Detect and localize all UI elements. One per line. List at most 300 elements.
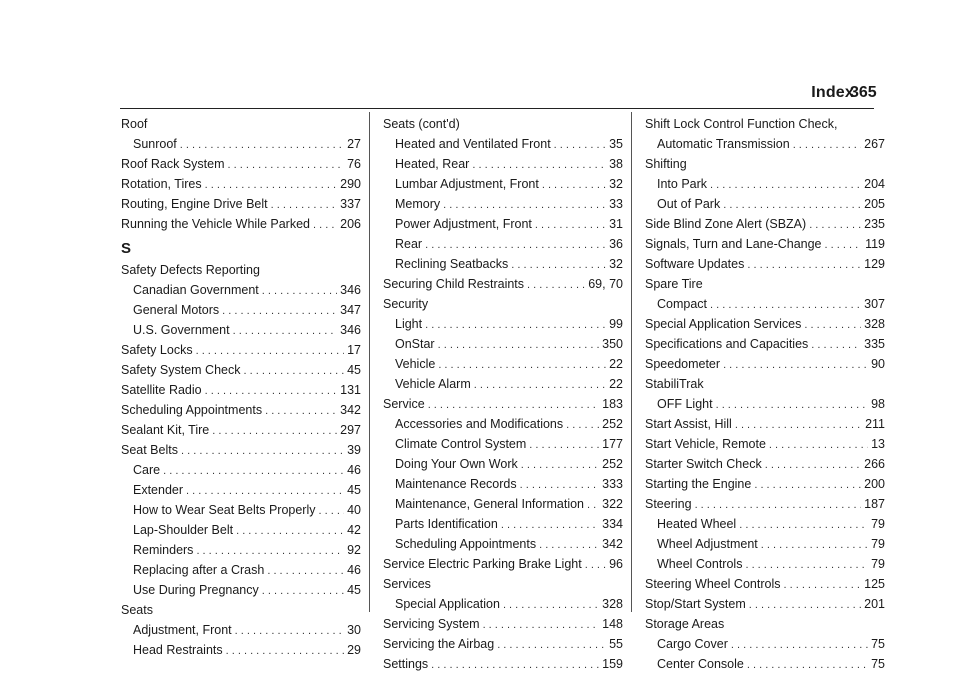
index-subentry (383, 414, 623, 434)
entry-page-number: 290 (340, 177, 361, 191)
dot-leader (313, 215, 337, 235)
entry-label: Running the Vehicle While Parked (121, 217, 311, 231)
dot-leader (212, 421, 337, 441)
entry-label: General Motors (133, 303, 220, 317)
index-subentry (383, 594, 623, 614)
entry-page-number: 252 (602, 417, 623, 431)
entry-label: Safety Defects Reporting (121, 263, 260, 277)
entry-label: Service (383, 397, 425, 411)
index-entry (645, 154, 885, 174)
entry-page-number: 45 (347, 363, 361, 377)
index-entry (121, 340, 361, 360)
index-column-3 (645, 114, 885, 674)
index-subentry (383, 434, 623, 454)
index-subentry (383, 134, 623, 154)
dot-leader (769, 435, 868, 455)
entry-page-number: 119 (865, 237, 885, 251)
dot-leader (754, 475, 861, 495)
index-entry (645, 614, 885, 634)
index-column-1 (121, 114, 361, 660)
index-entry (645, 594, 885, 614)
index-subentry (383, 214, 623, 234)
dot-leader (196, 341, 345, 361)
entry-label: Software Updates (645, 257, 745, 271)
entry-page-number: 27 (347, 137, 361, 151)
dot-leader (716, 395, 869, 415)
dot-leader (497, 635, 606, 655)
entry-label: Wheel Controls (657, 557, 743, 571)
index-entry (121, 260, 361, 280)
entry-page-number: 148 (602, 617, 623, 631)
index-entry (121, 174, 361, 194)
dot-leader (804, 315, 861, 335)
index-subentry (383, 194, 623, 214)
index-entry (121, 440, 361, 460)
entry-page-number: 75 (871, 637, 885, 651)
index-subentry (121, 520, 361, 540)
entry-label: Rotation, Tires (121, 177, 202, 191)
dot-leader (233, 321, 338, 341)
entry-label: Care (133, 463, 161, 477)
entry-label: Climate Control System (395, 437, 527, 451)
entry-page-number: 32 (609, 257, 623, 271)
index-entry (383, 634, 623, 654)
entry-page-number: 204 (864, 177, 885, 191)
dot-leader (566, 415, 599, 435)
dot-leader (542, 175, 606, 195)
dot-leader (222, 301, 337, 321)
entry-page-number: 76 (347, 157, 361, 171)
entry-page-number: 129 (864, 257, 885, 271)
dot-leader (554, 135, 606, 155)
entry-label: OnStar (395, 337, 435, 351)
dot-leader (587, 495, 599, 515)
entry-label: Vehicle (395, 357, 436, 371)
dot-leader (244, 361, 345, 381)
column-divider (631, 112, 632, 612)
entry-page-number: 30 (347, 623, 361, 637)
entry-label: StabiliTrak (645, 377, 704, 391)
dot-leader (205, 175, 338, 195)
entry-page-number: 266 (864, 457, 885, 471)
entry-label: Extender (133, 483, 184, 497)
entry-page-number: 99 (609, 317, 623, 331)
entry-label: Head Restraints (133, 643, 223, 657)
entry-page-number: 55 (609, 637, 623, 651)
index-entry (645, 274, 885, 294)
index-subentry (645, 294, 885, 314)
entry-label: U.S. Government (133, 323, 230, 337)
entry-page-number: 32 (609, 177, 623, 191)
entry-label: Sunroof (133, 137, 177, 151)
entry-label: Specifications and Capacities (645, 337, 809, 351)
entry-label: Maintenance Records (395, 477, 517, 491)
index-entry (645, 494, 885, 514)
index-subentry (383, 534, 623, 554)
entry-page-number: 98 (871, 397, 885, 411)
dot-leader (535, 215, 606, 235)
dot-leader (529, 435, 599, 455)
entry-page-number: 328 (864, 317, 885, 331)
dot-leader (262, 581, 344, 601)
entry-page-number: 322 (602, 497, 623, 511)
entry-label: Heated and Ventilated Front (395, 137, 551, 151)
entry-label: Settings (383, 657, 429, 671)
entry-label: Accessories and Modifications (395, 417, 564, 431)
entry-label: Safety Locks (121, 343, 193, 357)
index-subentry (121, 300, 361, 320)
entry-page-number: 125 (864, 577, 885, 591)
index-entry (645, 114, 885, 134)
entry-page-number: 335 (864, 337, 885, 351)
dot-leader (428, 395, 599, 415)
dot-leader (710, 295, 861, 315)
entry-page-number: 46 (347, 463, 361, 477)
entry-label: Replacing after a Crash (133, 563, 265, 577)
dot-leader (811, 335, 861, 355)
index-subentry (383, 454, 623, 474)
entry-page-number: 205 (864, 197, 885, 211)
entry-page-number: 75 (871, 657, 885, 671)
entry-label: Memory (395, 197, 441, 211)
entry-label: Stop/Start System (645, 597, 746, 611)
entry-page-number: 342 (340, 403, 361, 417)
dot-leader (226, 641, 344, 661)
entry-label: Sealant Kit, Tire (121, 423, 210, 437)
index-subentry (121, 134, 361, 154)
entry-page-number: 46 (347, 563, 361, 577)
dot-leader (180, 135, 344, 155)
dot-leader (236, 521, 344, 541)
index-subentry (121, 560, 361, 580)
entry-page-number: 35 (609, 137, 623, 151)
entry-page-number: 350 (602, 337, 623, 351)
entry-page-number: 90 (871, 357, 885, 371)
entry-label: Scheduling Appointments (395, 537, 537, 551)
entry-label: Power Adjustment, Front (395, 217, 532, 231)
entry-label: Into Park (657, 177, 708, 191)
entry-label: Wheel Adjustment (657, 537, 758, 551)
entry-page-number: 38 (609, 157, 623, 171)
dot-leader (735, 415, 862, 435)
dot-leader (443, 195, 606, 215)
entry-page-number: 13 (871, 437, 885, 451)
index-subentry (121, 320, 361, 340)
index-subentry (383, 354, 623, 374)
index-subentry (121, 620, 361, 640)
dot-leader (747, 655, 868, 675)
entry-page-number: 346 (340, 323, 361, 337)
entry-page-number: 92 (347, 543, 361, 557)
entry-page-number: 347 (340, 303, 361, 317)
entry-page-number: 42 (347, 523, 361, 537)
entry-label: Starter Switch Check (645, 457, 762, 471)
dot-leader (695, 495, 862, 515)
entry-label: Starting the Engine (645, 477, 752, 491)
entry-label: Signals, Turn and Lane-Change (645, 237, 822, 251)
dot-leader (520, 475, 600, 495)
entry-label: Securing Child Restraints (383, 277, 525, 291)
index-subentry (383, 474, 623, 494)
entry-label: Speedometer (645, 357, 721, 371)
entry-label: Steering Wheel Controls (645, 577, 781, 591)
index-entry (121, 420, 361, 440)
index-entry (121, 380, 361, 400)
entry-label: Cargo Cover (657, 637, 728, 651)
entry-label: Start Vehicle, Remote (645, 437, 766, 451)
entry-page-number: 206 (340, 217, 361, 231)
entry-label: Doing Your Own Work (395, 457, 518, 471)
entry-label: Steering (645, 497, 692, 511)
dot-leader (271, 195, 338, 215)
entry-page-number: 79 (871, 537, 885, 551)
dot-leader (474, 375, 606, 395)
index-entry (383, 394, 623, 414)
entry-label: Seat Belts (121, 443, 178, 457)
index-entry (383, 274, 623, 294)
entry-label: Lumbar Adjustment, Front (395, 177, 539, 191)
entry-label: Maintenance, General Information (395, 497, 584, 511)
entry-page-number: 342 (602, 537, 623, 551)
dot-leader (723, 355, 868, 375)
dot-leader (438, 355, 606, 375)
entry-label: Seats (121, 603, 153, 617)
entry-label: Out of Park (657, 197, 721, 211)
index-subentry (645, 534, 885, 554)
entry-page-number: 45 (347, 483, 361, 497)
entry-label: Storage Areas (645, 617, 725, 631)
header-rule (120, 108, 874, 109)
index-subentry (645, 634, 885, 654)
entry-page-number: 211 (865, 417, 885, 431)
index-subentry (121, 580, 361, 600)
entry-label: How to Wear Seat Belts Properly (133, 503, 316, 517)
index-subentry (645, 194, 885, 214)
dot-leader (186, 481, 344, 501)
index-entry (121, 154, 361, 174)
dot-leader (196, 541, 344, 561)
dot-leader (585, 555, 606, 575)
entry-page-number: 177 (602, 437, 623, 451)
dot-leader (765, 455, 861, 475)
entry-page-number: 333 (602, 477, 623, 491)
entry-page-number: 17 (347, 343, 361, 357)
dot-leader (228, 155, 345, 175)
entry-label: Parts Identification (395, 517, 498, 531)
entry-page-number: 328 (602, 597, 623, 611)
index-subentry (121, 640, 361, 660)
dot-leader (318, 501, 344, 521)
index-entry (121, 400, 361, 420)
dot-leader (521, 455, 599, 475)
entry-label: Shift Lock Control Function Check, (645, 117, 838, 131)
index-entry (645, 254, 885, 274)
entry-label: Spare Tire (645, 277, 703, 291)
index-subentry (383, 334, 623, 354)
entry-label: Light (395, 317, 423, 331)
column-divider (369, 112, 370, 612)
entry-label: Services (383, 577, 431, 591)
entry-page-number: 36 (609, 237, 623, 251)
entry-page-number: 235 (864, 217, 885, 231)
entry-label: Center Console (657, 657, 744, 671)
index-entry (645, 574, 885, 594)
dot-leader (501, 515, 599, 535)
dot-leader (731, 635, 868, 655)
dot-leader (739, 515, 868, 535)
entry-page-number: 29 (347, 643, 361, 657)
index-section-letter: S (121, 240, 132, 257)
entry-page-number: 201 (864, 597, 885, 611)
index-entry (383, 294, 623, 314)
index-subentry (121, 500, 361, 520)
index-entry (645, 354, 885, 374)
entry-page-number: 39 (347, 443, 361, 457)
entry-page-number: 252 (602, 457, 623, 471)
entry-label: Scheduling Appointments (121, 403, 263, 417)
entry-page-number: 187 (864, 497, 885, 511)
dot-leader (723, 195, 861, 215)
entry-page-number: 33 (609, 197, 623, 211)
dot-leader (527, 275, 585, 295)
dot-leader (809, 215, 861, 235)
dot-leader (749, 595, 861, 615)
index-entry (645, 474, 885, 494)
index-subentry (645, 134, 885, 154)
index-entry (383, 614, 623, 634)
index-subentry (383, 314, 623, 334)
index-subentry (383, 234, 623, 254)
entry-page-number: 346 (340, 283, 361, 297)
entry-label: Satellite Radio (121, 383, 202, 397)
index-entry (645, 434, 885, 454)
index-subentry (645, 654, 885, 674)
entry-label: Compact (657, 297, 708, 311)
entry-page-number: 31 (609, 217, 623, 231)
index-entry (121, 360, 361, 380)
dot-leader (472, 155, 606, 175)
dot-leader (503, 595, 599, 615)
entry-label: Vehicle Alarm (395, 377, 471, 391)
entry-label: Reminders (133, 543, 194, 557)
index-subentry (645, 174, 885, 194)
dot-leader (267, 561, 344, 581)
entry-label: Roof Rack System (121, 157, 225, 171)
index-subentry (383, 514, 623, 534)
entry-label: Servicing the Airbag (383, 637, 495, 651)
index-subentry (121, 460, 361, 480)
index-entry (645, 374, 885, 394)
dot-leader (825, 235, 863, 255)
entry-label: Canadian Government (133, 283, 259, 297)
dot-leader (262, 281, 337, 301)
entry-label: Use During Pregnancy (133, 583, 259, 597)
entry-label: Lap-Shoulder Belt (133, 523, 234, 537)
entry-label: Seats (cont'd) (383, 117, 460, 131)
index-subentry (383, 154, 623, 174)
entry-page-number: 267 (864, 137, 885, 151)
entry-label: Shifting (645, 157, 687, 171)
dot-leader (793, 135, 861, 155)
dot-leader (425, 235, 606, 255)
entry-page-number: 79 (871, 557, 885, 571)
index-subentry (383, 374, 623, 394)
index-subentry (383, 254, 623, 274)
index-subentry (645, 554, 885, 574)
entry-page-number: 40 (347, 503, 361, 517)
dot-leader (747, 255, 861, 275)
entry-page-number: 22 (609, 377, 623, 391)
entry-label: Start Assist, Hill (645, 417, 732, 431)
index-entry (121, 214, 361, 234)
index-column-2 (383, 114, 623, 674)
index-entry (645, 314, 885, 334)
dot-leader (483, 615, 600, 635)
page-title: Index (811, 84, 854, 101)
entry-label: Adjustment, Front (133, 623, 232, 637)
entry-label: Rear (395, 237, 423, 251)
dot-leader (783, 575, 861, 595)
entry-label: Side Blind Zone Alert (SBZA) (645, 217, 807, 231)
entry-page-number: 200 (864, 477, 885, 491)
entry-label: Special Application (395, 597, 500, 611)
dot-leader (431, 655, 599, 675)
dot-leader (205, 381, 338, 401)
entry-page-number: 307 (864, 297, 885, 311)
dot-leader (710, 175, 861, 195)
entry-page-number: 45 (347, 583, 361, 597)
entry-page-number: 183 (602, 397, 623, 411)
entry-page-number: 79 (871, 517, 885, 531)
index-entry (645, 214, 885, 234)
index-entry (121, 194, 361, 214)
index-entry (383, 574, 623, 594)
entry-label: Heated, Rear (395, 157, 470, 171)
index-subentry (383, 494, 623, 514)
index-subentry (645, 394, 885, 414)
index-entry (383, 654, 623, 674)
index-entry (645, 414, 885, 434)
entry-label: Service Electric Parking Brake Light (383, 557, 582, 571)
entry-page-number: 131 (340, 383, 361, 397)
entry-label: Servicing System (383, 617, 480, 631)
entry-page-number: 337 (340, 197, 361, 211)
entry-label: Security (383, 297, 429, 311)
index-subentry (645, 514, 885, 534)
dot-leader (235, 621, 344, 641)
index-entry (121, 600, 361, 620)
dot-leader (438, 335, 600, 355)
index-entry (383, 554, 623, 574)
entry-label: Reclining Seatbacks (395, 257, 509, 271)
index-subentry (121, 280, 361, 300)
dot-leader (163, 461, 344, 481)
index-subentry (121, 540, 361, 560)
entry-page-number: 96 (609, 557, 623, 571)
dot-leader (745, 555, 868, 575)
index-entry (121, 114, 361, 134)
index-entry (383, 114, 623, 134)
dot-leader (181, 441, 344, 461)
dot-leader (511, 255, 606, 275)
entry-label: OFF Light (657, 397, 713, 411)
dot-leader (425, 315, 606, 335)
entry-page-number: 22 (609, 357, 623, 371)
entry-page-number: 297 (340, 423, 361, 437)
index-entry (645, 234, 885, 254)
index-subentry (383, 174, 623, 194)
entry-page-number: 159 (602, 657, 623, 671)
